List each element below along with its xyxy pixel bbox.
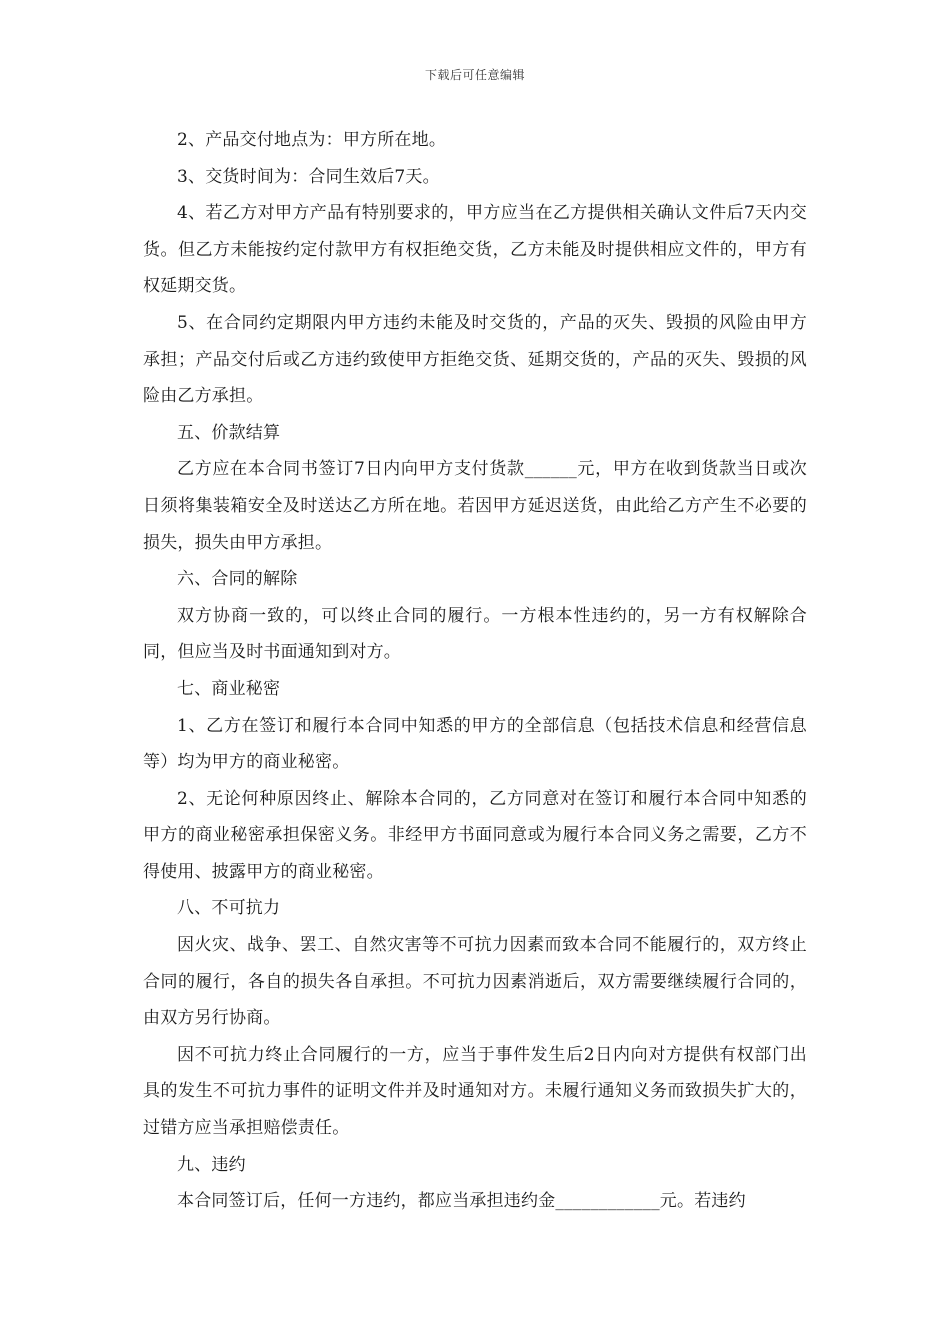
page-header: 下载后可任意编辑 <box>424 68 525 82</box>
clause-breach: 本合同签订后，任何一方违约，都应当承担违约金____________元。若违约 <box>177 1191 746 1212</box>
section-heading-payment: 五、价款结算 <box>177 422 281 443</box>
clause-payment: 乙方应在本合同书签订7日内向甲方支付货款______元，甲方在收到货款当日或次日须将集装箱安全及时送达乙方所在地。若因甲方延迟送货，由此给乙方产生不必要的损失，损失由甲方承担。 <box>143 459 807 553</box>
clause-special-requirements: 4、若乙方对甲方产品有特别要求的，甲方应当在乙方提供相关确认文件后7天内交货。但乙方未能按约定付款甲方有权拒绝交货，乙方未能及时提供相应文件的，甲方有权延期交货。 <box>143 203 807 297</box>
section-heading-force-majeure: 八、不可抗力 <box>177 898 281 919</box>
clause-termination: 双方协商一致的，可以终止合同的履行。一方根本性违约的，另一方有权解除合同，但应当及时书面通知到对方。 <box>143 605 807 663</box>
section-heading-termination: 六、合同的解除 <box>177 569 298 590</box>
clause-force-majeure-2: 因不可抗力终止合同履行的一方，应当于事件发生后2日内向对方提供有权部门出具的发生不可抗力事件的证明文件并及时通知对方。未履行通知义务而致损失扩大的，过错方应当承担赔偿责任。 <box>143 1044 807 1139</box>
clause-trade-secrets-2: 2、无论何种原因终止、解除本合同的，乙方同意对在签订和履行本合同中知悉的甲方的商业秘密承担保密义务。非经甲方书面同意或为履行本合同义务之需要，乙方不得使用、披露甲方的商业秘密。 <box>143 788 807 882</box>
clause-delivery-time: 3、交货时间为：合同生效后7天。 <box>177 166 440 187</box>
clause-delivery-location: 2、产品交付地点为：甲方所在地。 <box>177 130 447 150</box>
section-heading-breach: 九、违约 <box>177 1154 246 1175</box>
section-heading-trade-secrets: 七、商业秘密 <box>177 678 281 699</box>
clause-risk-transfer: 5、在合同约定期限内甲方违约未能及时交货的，产品的灭失、毁损的风险由甲方承担；产品交付后或乙方违约致使甲方拒绝交货、延期交货的，产品的灭失、毁损的风险由乙方承担。 <box>143 312 807 407</box>
clause-force-majeure-1: 因火灾、战争、罢工、自然灾害等不可抗力因素而致本合同不能履行的，双方终止合同的履行，各自的损失各自承担。不可抗力因素消逝后，双方需要继续履行合同的，由双方另行协商。 <box>143 935 807 1029</box>
document-body <box>143 122 807 1220</box>
clause-trade-secrets-1: 1、乙方在签订和履行本合同中知悉的甲方的全部信息（包括技术信息和经营信息等）均为甲方的商业秘密。 <box>143 715 807 773</box>
